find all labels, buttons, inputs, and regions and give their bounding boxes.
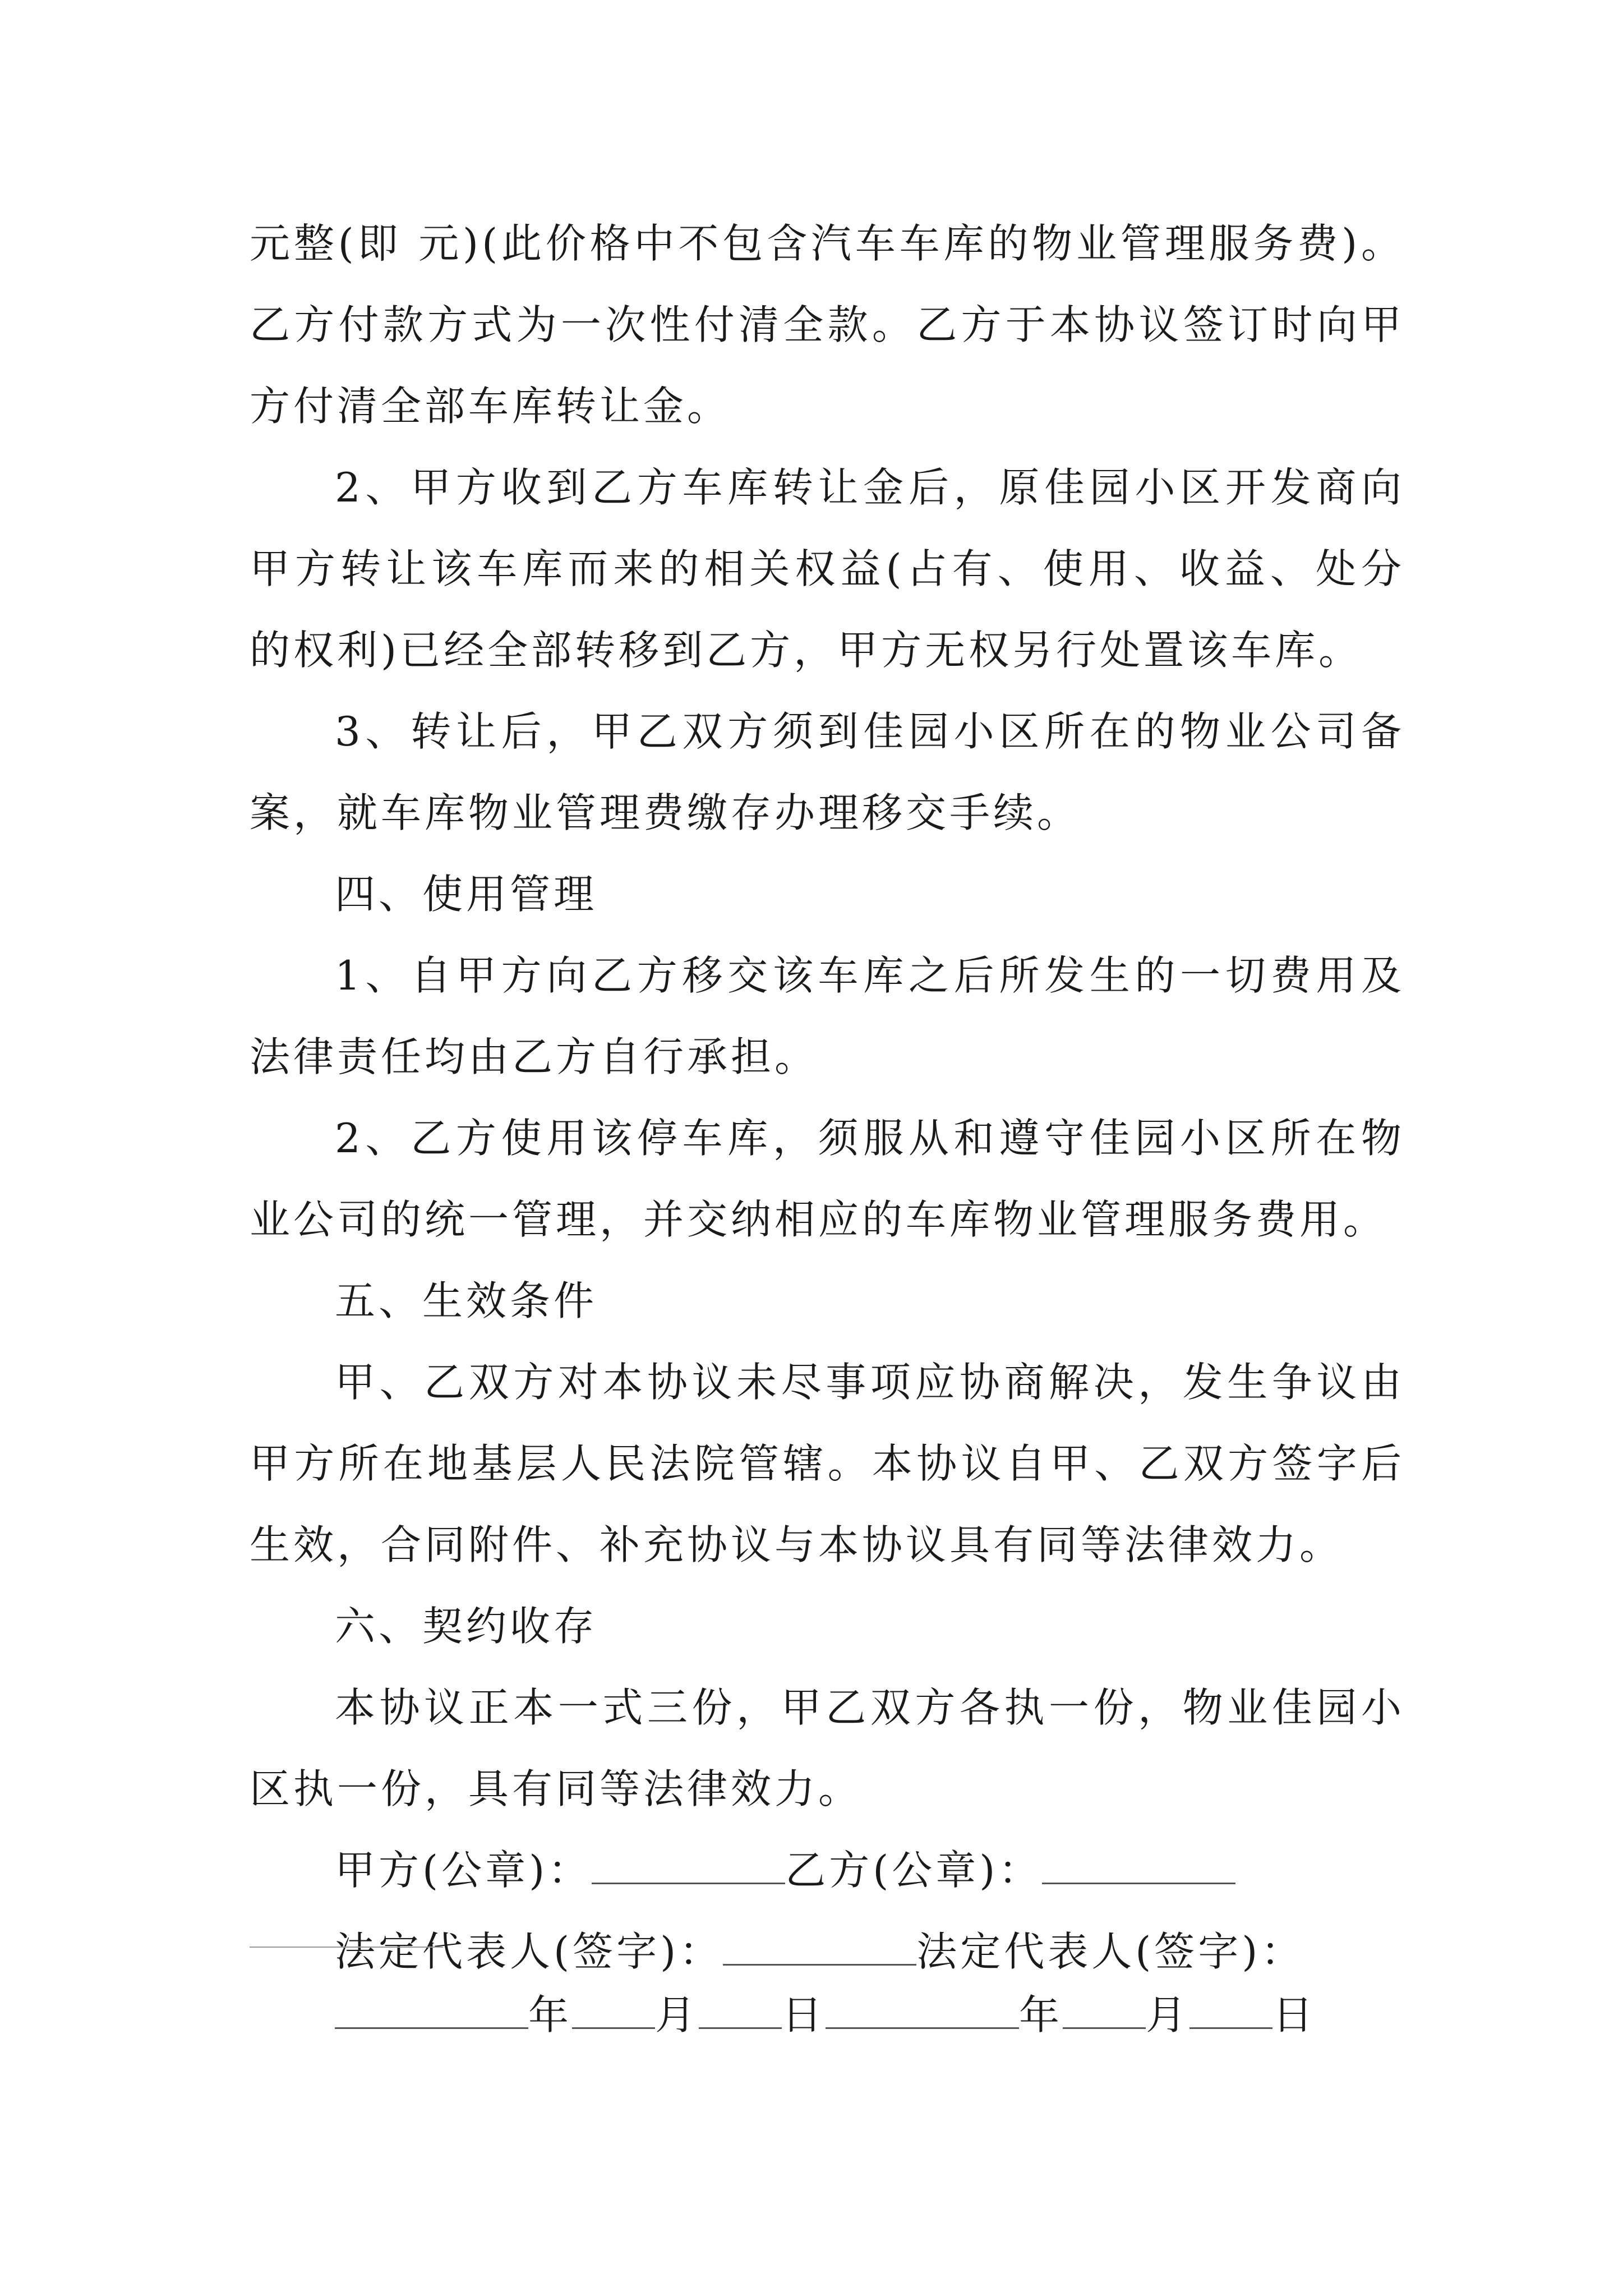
party-b-rep-label: 法定代表人(签字)：: [916, 1928, 1305, 1975]
day-blank-b: [1189, 1993, 1272, 2029]
seal-line: [250, 1830, 1405, 1911]
month-label-b: 月: [1146, 1991, 1190, 2039]
party-a-seal-label: 甲方(公章)：: [335, 1847, 592, 1894]
month-blank-b: [1063, 1993, 1146, 2029]
year-blank-a: [335, 1993, 528, 2029]
paragraph-storage: 本协议正本一式三份，甲乙双方各执一份，物业佳园小区执一份，具有同等法律效力。: [250, 1684, 1405, 1812]
month-label-a: 月: [655, 1991, 699, 2039]
party-b-seal-blank: [1042, 1848, 1235, 1884]
day-label-b: 日: [1272, 1991, 1317, 2039]
section-heading-effect: 五、生效条件: [335, 1277, 598, 1324]
paragraph-usage-1: 1、自甲方向乙方移交该车库之后所发生的一切费用及法律责任均由乙方自行承担。: [250, 952, 1405, 1080]
year-label-a: 年: [528, 1991, 573, 2039]
paragraph-usage-2: 2、乙方使用该停车库，须服从和遵守佳园小区所在物业公司的统一管理，并交纳相应的车库物业管理服务费用。: [250, 1115, 1405, 1243]
date-row: [335, 1975, 1316, 2056]
document-body: [250, 203, 1405, 1993]
year-blank-b: [826, 1993, 1019, 2029]
year-label-b: 年: [1019, 1991, 1063, 2039]
section-heading-usage: 四、使用管理: [335, 871, 598, 918]
paragraph-rights-transfer: 2、甲方收到乙方车库转让金后，原佳园小区开发商向甲方转让该车库而来的相关权益(占有、使用、收益、处分的权利)已经全部转移到乙方，甲方无权另行处置该车库。: [250, 464, 1405, 674]
paragraph-property-filing: 3、转让后，甲乙双方须到佳园小区所在的物业公司备案，就车库物业管理费缴存办理移交手续。: [250, 708, 1405, 836]
paragraph-payment: 元整(即 元)(此价格中不包含汽车车库的物业管理服务费)。乙方付款方式为一次性付清全款。乙方于本协议签订时向甲方付清全部车库转让金。: [250, 220, 1405, 430]
party-a-rep-label: 法定代表人(签字)：: [335, 1928, 723, 1975]
day-label-a: 日: [782, 1991, 826, 2039]
party-b-rep-blank-line: [250, 1947, 443, 1948]
party-a-seal-blank: [592, 1848, 785, 1884]
section-heading-storage: 六、契约收存: [335, 1603, 598, 1650]
month-blank-a: [572, 1993, 655, 2029]
day-blank-a: [699, 1993, 782, 2029]
party-a-rep-blank: [723, 1929, 916, 1966]
paragraph-effect: 甲、乙双方对本协议未尽事项应协商解决，发生争议由甲方所在地基层人民法院管辖。本协议自甲、乙双方签字后生效，合同附件、补充协议与本协议具有同等法律效力。: [250, 1359, 1405, 1568]
party-b-seal-label: 乙方(公章)：: [785, 1847, 1043, 1894]
